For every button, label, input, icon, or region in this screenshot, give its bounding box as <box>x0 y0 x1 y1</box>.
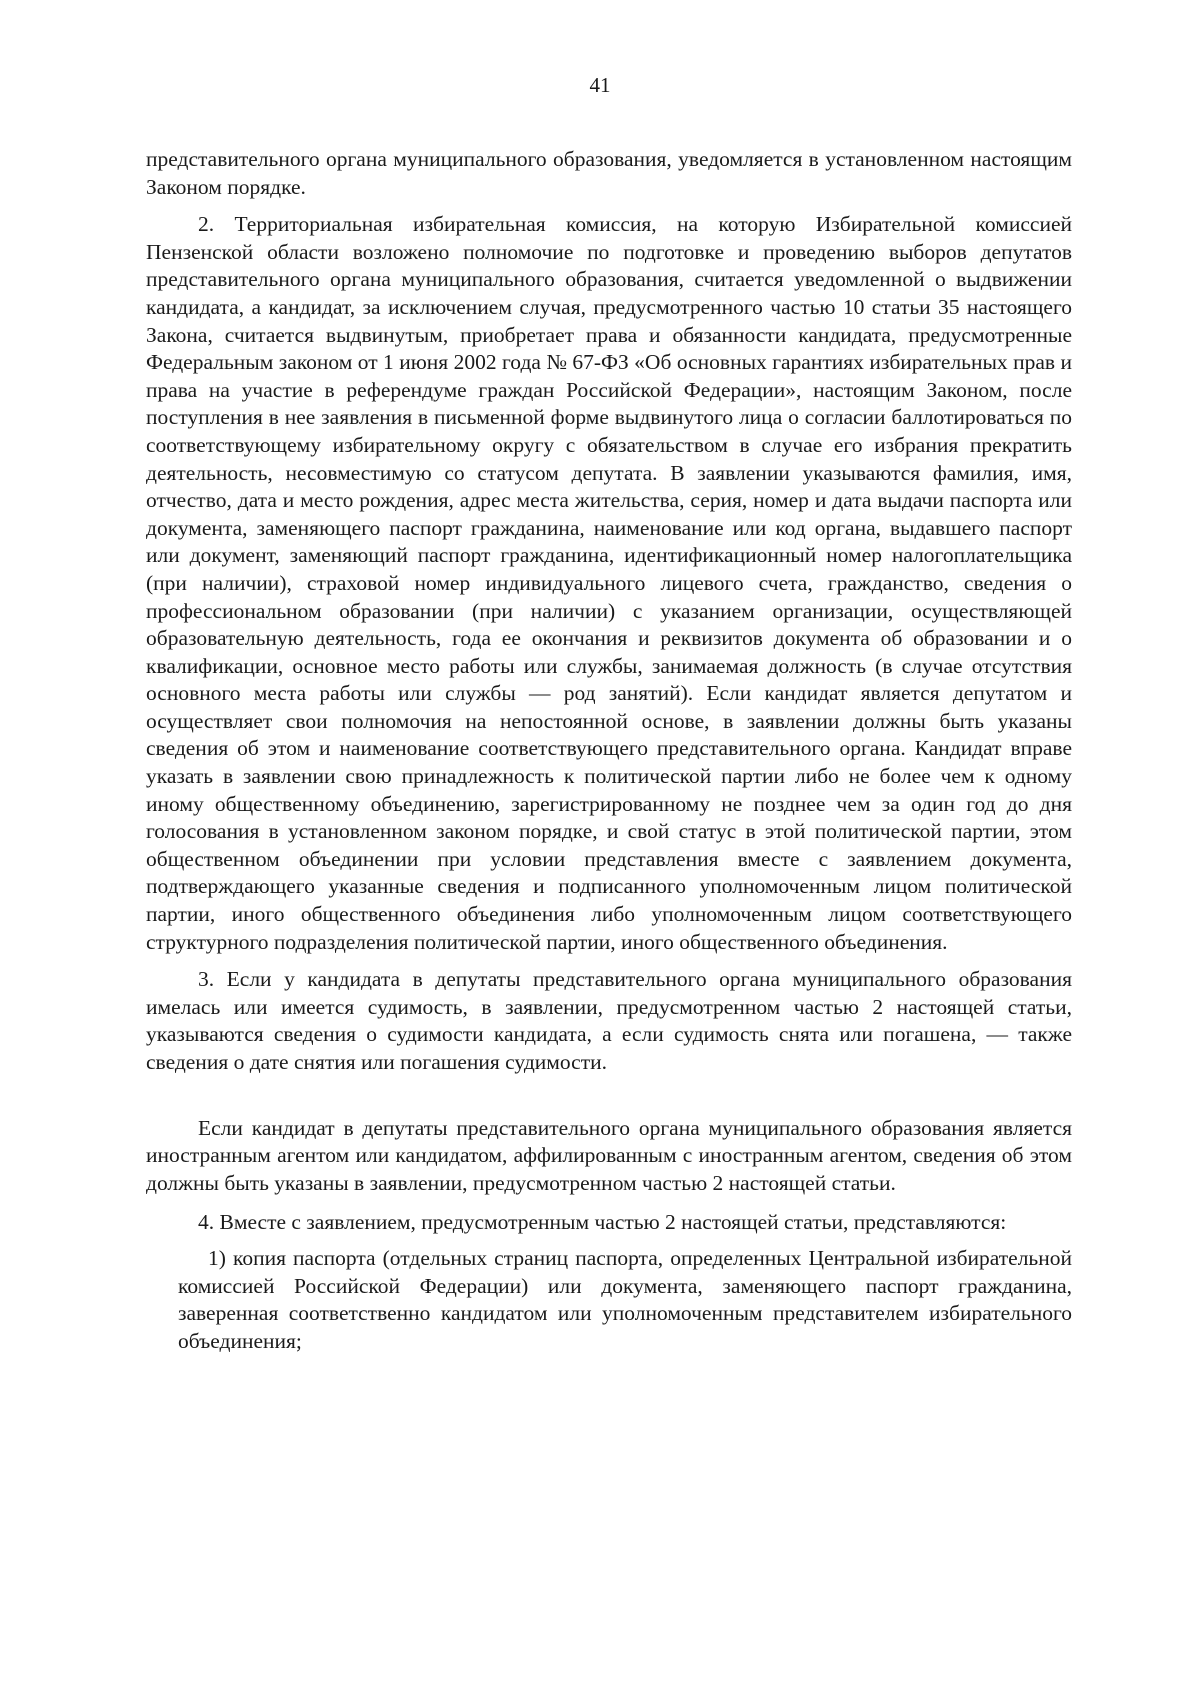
document-body <box>146 146 1072 1355</box>
paragraph-part-4: 4. Вместе с заявлением, предусмотренным частью 2 настоящей статьи, представляются: <box>198 1210 1007 1235</box>
paragraph-continuation: представительного органа муниципального образования, уведомляется в установленном настоящим Законом порядке. <box>146 147 1072 199</box>
paragraph-part-2: 2. Территориальная избирательная комиссия, на которую Избирательной комиссией Пензенской области возложено полномочие по подготовке и проведению выборов депутатов представительного органа муниципального образования, считается уведомленной о выдвижении кандидата, а кандидат, за исключением случая, предусмотренного частью 10 статьи 35 настоящего Закона, считается выдвинутым, приобретает права и обязанности кандидата, предусмотренные Федеральным законом от 1 июня 2002 года № 67-ФЗ «Об основных гарантиях избирательных прав и права на участие в референдуме граждан Российской Федерации», настоящим Законом, после поступления в нее заявления в письменной форме выдвинутого лица о согласии баллотироваться по соответствующему избирательному округу с обязательством в случае его избрания прекратить деятельность, несовместимую со статусом депутата. В заявлении указываются фамилия, имя, отчество, дата и место рождения, адрес места жительства, серия, номер и дата выдачи паспорта или документа, заменяющего паспорт гражданина, наименование или код органа, выдавшего паспорт или документ, заменяющий паспорт гражданина, идентификационный номер налогоплательщика (при наличии), страховой номер индивидуального лицевого счета, гражданство, сведения о профессиональном образовании (при наличии) с указанием организации, осуществляющей образовательную деятельность, года ее окончания и реквизитов документа об образовании и о квалификации, основное место работы или службы, занимаемая должность (в случае отсутствия основного места работы или службы — род занятий). Если кандидат является депутатом и осуществляет свои полномочия на непостоянной основе, в заявлении должны быть указаны сведения об этом и наименование соответствующего представительного органа. Кандидат вправе указать в заявлении свою принадлежность к политической партии либо не более чем к одному иному общественному объединению, зарегистрированному не позднее чем за один год до дня голосования в установленном законом порядке, и свой статус в этой политической партии, этом общественном объединении при условии представления вместе с заявлением документа, подтверждающего указанные сведения и подписанного уполномоченным лицом политической партии, иного общественного объединения либо уполномоченным лицом соответствующего структурного подразделения политической партии, иного общественного объединения. <box>146 212 1072 954</box>
page-number: 41 <box>589 73 611 97</box>
paragraph-foreign-agent: Если кандидат в депутаты представительного органа муниципального образования является иностранным агентом или кандидатом, аффилированным с иностранным агентом, сведения об этом должны быть указаны в заявлении, предусмотренном частью 2 настоящей статьи. <box>146 1115 1072 1195</box>
paragraph-part-3: 3. Если у кандидата в депутаты представительного органа муниципального образования имелась или имеется судимость, в заявлении, предусмотренном частью 2 настоящей статьи, указываются сведения о судимости кандидата, а если судимость снята или погашена, — также сведения о дате снятия или погашения судимости. <box>146 967 1072 1074</box>
paragraph-part-4-item-1: 1) копия паспорта (отдельных страниц паспорта, определенных Центральной избирательной комиссией Российской Федерации) или документа, заменяющего паспорт гражданина, заверенная соответственно кандидатом или уполномоченным представителем избирательного объединения; <box>178 1245 1072 1353</box>
